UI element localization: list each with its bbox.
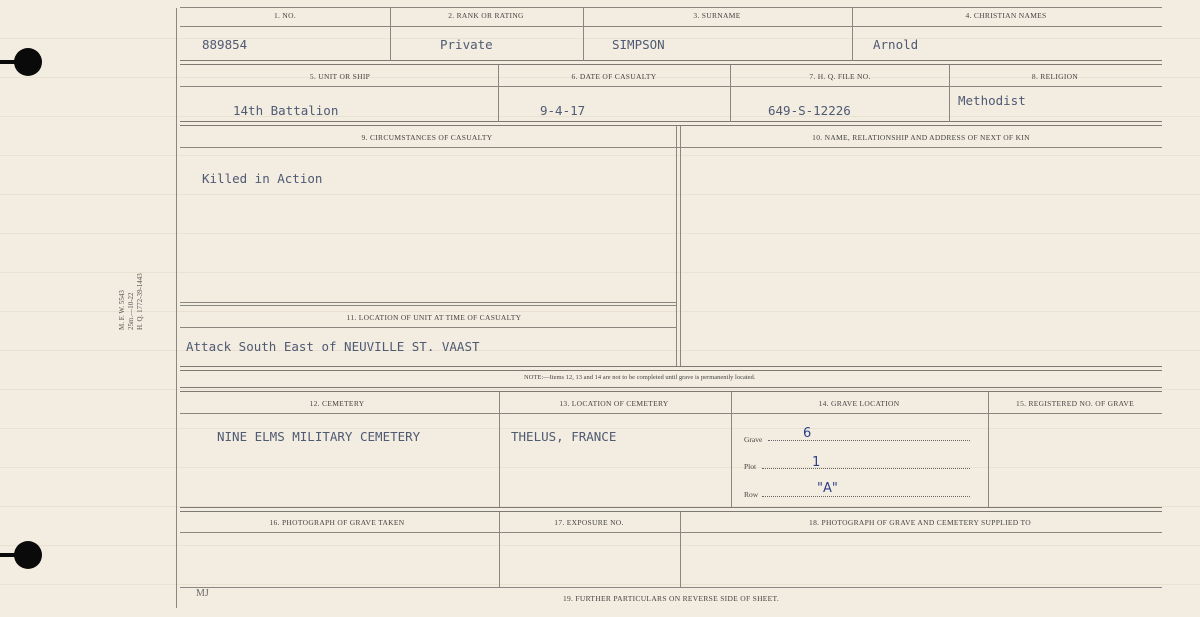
rule	[499, 512, 500, 587]
form-code-line-1: M. F. W. 5543	[118, 290, 126, 330]
label-surname: 3. SURNAME	[693, 11, 741, 20]
label-christian-names: 4. CHRISTIAN NAMES	[965, 11, 1047, 20]
rule-double	[180, 121, 1162, 126]
rule	[499, 392, 500, 507]
label-location-unit: 11. LOCATION OF UNIT AT TIME OF CASUALTY	[346, 313, 522, 322]
label-further-particulars: 19. FURTHER PARTICULARS ON REVERSE SIDE OF SHEET.	[562, 594, 780, 603]
label-rank: 2. RANK OR RATING	[448, 11, 524, 20]
rule-double	[180, 387, 1162, 392]
rule	[180, 7, 1162, 8]
form-code-line-3: H. Q. 1772-39-1443	[136, 273, 144, 330]
binder-hole-bottom	[14, 541, 42, 569]
form-code-line-2: 25m.—10-22	[127, 292, 135, 330]
rule	[988, 392, 989, 507]
rule	[180, 532, 1162, 533]
label-registered: 15. REGISTERED NO. OF GRAVE	[1016, 399, 1134, 408]
value-no: 889854	[202, 37, 248, 52]
value-circumstances: Killed in Action	[202, 171, 323, 186]
value-date: 9-4-17	[540, 103, 586, 118]
label-circumstances: 9. CIRCUMSTANCES OF CASUALTY	[361, 133, 493, 142]
grave-dotted-line	[768, 440, 970, 441]
rule	[180, 86, 1162, 87]
grave-word: Grave	[744, 435, 763, 444]
plot-dotted-line	[762, 468, 970, 469]
value-surname: SIMPSON	[612, 37, 665, 52]
value-hq-file: 649-S-12226	[768, 103, 851, 118]
form-print-code	[118, 273, 145, 330]
label-no: 1. NO.	[273, 11, 297, 20]
label-location-cemetery: 13. LOCATION OF CEMETERY	[559, 399, 669, 408]
rule	[676, 126, 677, 366]
rule	[180, 305, 676, 306]
rule	[731, 392, 732, 507]
rule	[583, 7, 584, 61]
value-location-cemetery: THELUS, FRANCE	[511, 429, 617, 444]
label-cemetery: 12. CEMETERY	[309, 399, 365, 408]
value-religion: Methodist	[958, 93, 1026, 108]
rule-double	[180, 60, 1162, 65]
rule	[680, 126, 681, 366]
value-plot: 1	[812, 455, 821, 470]
corner-mark: MJ	[196, 588, 209, 599]
rule	[949, 65, 950, 122]
row-word: Row	[744, 490, 759, 499]
label-hq-file: 7. H. Q. FILE NO.	[809, 72, 871, 81]
label-unit: 5. UNIT OR SHIP	[309, 72, 371, 81]
label-next-of-kin: 10. NAME, RELATIONSHIP AND ADDRESS OF NEXT OF KIN	[812, 133, 1030, 142]
label-exposure: 17. EXPOSURE NO.	[554, 518, 624, 527]
value-unit: 14th Battalion	[233, 103, 339, 118]
rule	[730, 65, 731, 122]
label-religion: 8. RELIGION	[1031, 72, 1079, 81]
value-cemetery: NINE ELMS MILITARY CEMETERY	[217, 429, 421, 444]
value-rank: Private	[440, 37, 493, 52]
plot-word: Plot	[744, 462, 757, 471]
rule	[680, 512, 681, 587]
value-christian-names: Arnold	[873, 37, 919, 52]
note-text: NOTE:—Items 12, 13 and 14 are not to be completed until grave is permanently located.	[524, 374, 756, 381]
binder-hole-top	[14, 48, 42, 76]
rule	[390, 7, 391, 61]
value-row: "A"	[817, 481, 838, 496]
rule	[852, 7, 853, 61]
rule	[180, 26, 1162, 27]
rule	[180, 413, 1162, 414]
rule-double	[180, 507, 1162, 512]
rule	[180, 587, 1162, 588]
rule-double	[180, 366, 1162, 371]
value-grave: 6	[803, 426, 812, 441]
rule	[498, 65, 499, 122]
rule	[180, 327, 676, 328]
left-margin-rule	[176, 8, 177, 608]
label-date: 6. DATE OF CASUALTY	[571, 72, 657, 81]
row-dotted-line	[762, 496, 970, 497]
label-photo-supplied: 18. PHOTOGRAPH OF GRAVE AND CEMETERY SUPPLIED TO	[809, 518, 1031, 527]
value-location-unit: Attack South East of NEUVILLE ST. VAAST	[186, 339, 480, 354]
rule	[180, 302, 676, 303]
label-photo-taken: 16. PHOTOGRAPH OF GRAVE TAKEN	[269, 518, 405, 527]
rule	[180, 147, 1162, 148]
label-grave-location: 14. GRAVE LOCATION	[818, 399, 900, 408]
